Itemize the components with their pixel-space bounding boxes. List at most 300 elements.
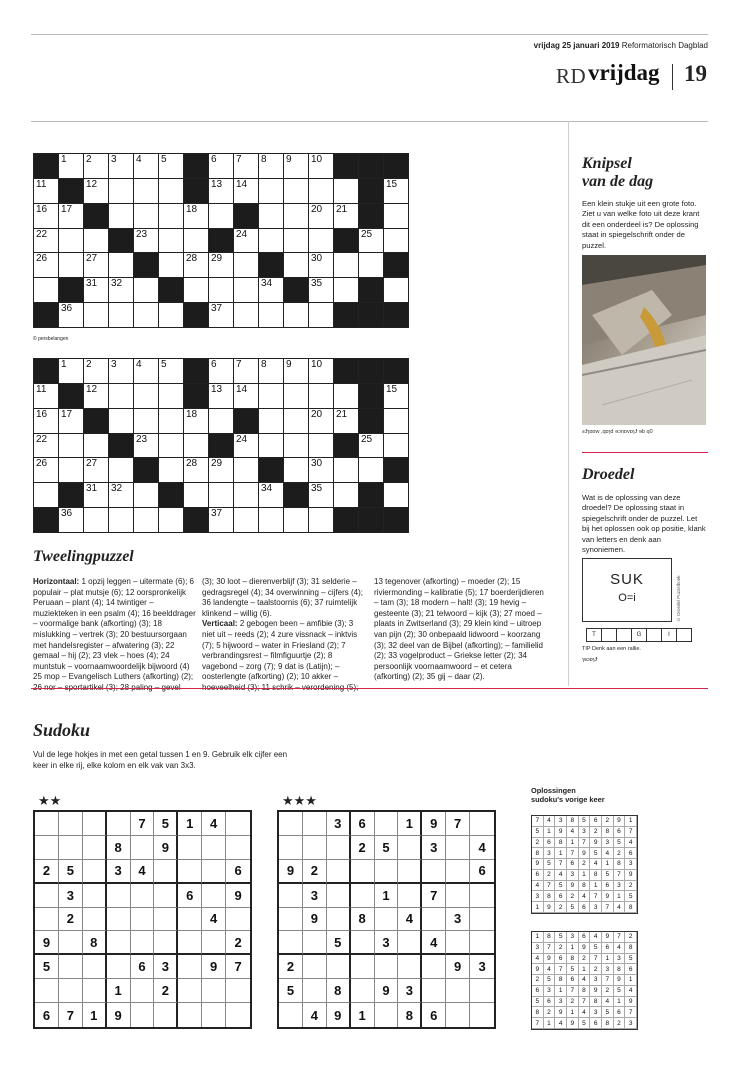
clue-number: 17 [61,408,73,420]
crossword-cell[interactable] [34,179,58,203]
solution-cell: 6 [567,859,579,870]
droedel-tip: TIP Denk aan een rallie. [582,646,641,652]
sudoku-empty-cell[interactable] [35,836,59,860]
crossword-cell[interactable] [284,154,308,178]
crossword-cell[interactable] [84,483,108,507]
crossword-cell[interactable] [259,229,283,253]
crossword-cell[interactable] [209,458,233,482]
sudoku-empty-cell[interactable] [226,908,250,932]
sudoku-empty-cell[interactable] [202,836,226,860]
sudoku-empty-cell[interactable] [351,884,375,908]
solution-cell: 2 [532,838,544,849]
solution-cell: 6 [532,870,544,881]
sudoku-empty-cell[interactable] [398,931,422,955]
crossword-cell[interactable] [109,253,133,277]
crossword-cell[interactable] [159,253,183,277]
sudoku-empty-cell[interactable] [35,812,59,836]
crossword-cell[interactable] [209,483,233,507]
crossword-cell[interactable] [359,458,383,482]
crossword-cell[interactable] [259,303,283,327]
crossword-cell[interactable] [159,458,183,482]
sudoku-empty-cell[interactable] [398,836,422,860]
crossword-cell[interactable] [384,384,408,408]
crossword-cell[interactable] [209,359,233,383]
sudoku-empty-cell[interactable] [279,1003,303,1027]
crossword-cell[interactable] [134,303,158,327]
crossword-cell[interactable] [209,508,233,532]
crossword-cell[interactable] [359,229,383,253]
sudoku-empty-cell[interactable] [202,1003,226,1027]
solution-cell: 1 [579,964,591,975]
sudoku-empty-cell[interactable] [375,908,399,932]
sudoku-given-cell: 4 [422,931,446,955]
sudoku-empty-cell[interactable] [154,1003,178,1027]
crossword-cell[interactable] [34,409,58,433]
crossword-cell[interactable] [234,278,258,302]
crossword-cell[interactable] [259,154,283,178]
crossword-cell[interactable] [334,204,358,228]
sudoku-empty-cell[interactable] [107,908,131,932]
crossword-cell[interactable] [159,303,183,327]
crossword-cell[interactable] [309,359,333,383]
droedel-letter-box[interactable] [676,628,692,642]
crossword-cell[interactable] [234,154,258,178]
sudoku-empty-cell[interactable] [422,860,446,884]
crossword-cell[interactable] [109,483,133,507]
sudoku-empty-cell[interactable] [279,908,303,932]
crossword-cell[interactable] [259,204,283,228]
crossword-cell[interactable] [159,179,183,203]
crossword-cell[interactable] [384,434,408,458]
crossword-cell[interactable] [284,253,308,277]
crossword-cell[interactable] [259,384,283,408]
sudoku-empty-cell[interactable] [422,979,446,1003]
crossword-cell[interactable] [284,229,308,253]
crossword-cell[interactable] [184,458,208,482]
sudoku-empty-cell[interactable] [398,860,422,884]
sudoku-empty-cell[interactable] [107,955,131,979]
sudoku-empty-cell[interactable] [178,931,202,955]
sudoku-empty-cell[interactable] [327,955,351,979]
sudoku-empty-cell[interactable] [83,860,107,884]
sudoku-empty-cell[interactable] [35,908,59,932]
crossword-cell[interactable] [109,303,133,327]
crossword-cell[interactable] [34,458,58,482]
sudoku-empty-cell[interactable] [59,836,83,860]
crossword-cell[interactable] [259,483,283,507]
crossword-cell[interactable] [284,434,308,458]
crossword-cell[interactable] [159,154,183,178]
crossword-cell[interactable] [384,278,408,302]
crossword-cell[interactable] [134,409,158,433]
sudoku-empty-cell[interactable] [327,908,351,932]
sudoku-empty-cell[interactable] [131,884,155,908]
crossword-cell[interactable] [234,483,258,507]
crossword-cell[interactable] [234,434,258,458]
crossword-cell[interactable] [34,434,58,458]
crossword-cell[interactable] [109,359,133,383]
crossword-cell[interactable] [84,508,108,532]
sudoku-empty-cell[interactable] [131,979,155,1003]
sudoku-given-cell: 2 [59,908,83,932]
sudoku-empty-cell[interactable] [303,931,327,955]
clue-number: 6 [211,359,217,370]
crossword-cell[interactable] [359,434,383,458]
sudoku-empty-cell[interactable] [107,931,131,955]
crossword-cell[interactable] [209,303,233,327]
sudoku-empty-cell[interactable] [83,955,107,979]
crossword-cell[interactable] [109,179,133,203]
sudoku-empty-cell[interactable] [279,836,303,860]
crossword-cell[interactable] [184,253,208,277]
droedel-letter-box[interactable] [646,628,662,642]
crossword-cell[interactable] [84,458,108,482]
crossword-cell[interactable] [234,303,258,327]
crossword-cell[interactable] [384,229,408,253]
sudoku-empty-cell[interactable] [303,812,327,836]
sudoku-empty-cell[interactable] [375,860,399,884]
sudoku-empty-cell[interactable] [154,908,178,932]
crossword-cell[interactable] [134,384,158,408]
crossword-cell[interactable] [59,204,83,228]
sudoku-empty-cell[interactable] [178,860,202,884]
sudoku-empty-cell[interactable] [375,1003,399,1027]
sudoku-empty-cell[interactable] [375,955,399,979]
crossword-cell[interactable] [84,179,108,203]
sudoku-empty-cell[interactable] [327,884,351,908]
sudoku-empty-cell[interactable] [107,884,131,908]
crossword-black-cell [384,253,408,277]
sudoku-empty-cell[interactable] [303,955,327,979]
crossword-cell[interactable] [109,278,133,302]
crossword-cell[interactable] [109,458,133,482]
crossword-cell[interactable] [334,253,358,277]
sudoku-empty-cell[interactable] [131,908,155,932]
crossword-cell[interactable] [59,508,83,532]
sudoku-empty-cell[interactable] [446,836,470,860]
crossword-cell[interactable] [234,508,258,532]
crossword-cell[interactable] [34,229,58,253]
sudoku-empty-cell[interactable] [83,979,107,1003]
crossword-cell[interactable] [209,253,233,277]
clue-number: 5 [161,154,167,165]
sudoku-empty-cell[interactable] [83,908,107,932]
crossword-cell[interactable] [34,278,58,302]
crossword-cell[interactable] [134,434,158,458]
crossword-cell[interactable] [134,278,158,302]
sudoku-given-cell: 4 [470,836,494,860]
sudoku-empty-cell[interactable] [398,884,422,908]
sudoku-empty-cell[interactable] [327,836,351,860]
dateline: vrijdag 25 januari 2019 Reformatorisch Dagblad [533,41,708,50]
crossword-cell[interactable] [59,409,83,433]
sudoku-given-cell: 2 [303,860,327,884]
sudoku-empty-cell[interactable] [226,1003,250,1027]
crossword-cell[interactable] [59,154,83,178]
sudoku-empty-cell[interactable] [59,812,83,836]
crossword-cell[interactable] [284,458,308,482]
sudoku-empty-cell[interactable] [446,1003,470,1027]
crossword-cell[interactable] [109,204,133,228]
sudoku-empty-cell[interactable] [470,979,494,1003]
crossword-cell[interactable] [134,204,158,228]
sudoku-empty-cell[interactable] [226,979,250,1003]
sudoku-empty-cell[interactable] [351,955,375,979]
sudoku-empty-cell[interactable] [154,860,178,884]
sudoku-empty-cell[interactable] [279,931,303,955]
sudoku-empty-cell[interactable] [470,931,494,955]
crossword-cell[interactable] [134,229,158,253]
crossword-cell[interactable] [209,179,233,203]
crossword-cell[interactable] [209,154,233,178]
crossword-cell[interactable] [184,229,208,253]
sudoku-empty-cell[interactable] [226,836,250,860]
crossword-black-cell [209,434,233,458]
crossword-cell[interactable] [184,278,208,302]
sudoku-empty-cell[interactable] [303,979,327,1003]
crossword-cell[interactable] [159,508,183,532]
crossword-cell[interactable] [159,409,183,433]
droedel-box [582,558,672,622]
crossword-cell[interactable] [59,253,83,277]
crossword-cell[interactable] [109,154,133,178]
crossword-cell[interactable] [159,384,183,408]
clue-number: 5 [161,359,167,370]
crossword-cell[interactable] [134,179,158,203]
droedel-letter-box[interactable]: T [586,628,602,642]
sudoku-empty-cell[interactable] [303,836,327,860]
sudoku-empty-cell[interactable] [59,955,83,979]
crossword-cell[interactable] [109,409,133,433]
crossword-cell[interactable] [184,434,208,458]
sudoku-empty-cell[interactable] [202,931,226,955]
sudoku-empty-cell[interactable] [470,812,494,836]
crossword-cell[interactable] [309,278,333,302]
sudoku-empty-cell[interactable] [279,884,303,908]
crossword-cell[interactable] [234,253,258,277]
sudoku-empty-cell[interactable] [178,955,202,979]
sudoku-given-cell: 9 [107,1003,131,1027]
crossword-black-cell [234,409,258,433]
sudoku-empty-cell[interactable] [327,860,351,884]
sudoku-empty-cell[interactable] [470,884,494,908]
sudoku-empty-cell[interactable] [83,884,107,908]
sudoku-empty-cell[interactable] [131,931,155,955]
droedel-letter-box[interactable] [616,628,632,642]
crossword-cell[interactable] [159,434,183,458]
accent-rule-right [582,452,708,453]
sudoku-empty-cell[interactable] [446,884,470,908]
solution-cell: 5 [614,838,626,849]
sudoku-empty-cell[interactable] [202,884,226,908]
sudoku-empty-cell[interactable] [154,884,178,908]
sudoku-empty-cell[interactable] [351,860,375,884]
solution-cell: 9 [590,986,602,997]
sudoku-empty-cell[interactable] [178,908,202,932]
crossword-cell[interactable] [334,179,358,203]
crossword-cell[interactable] [34,204,58,228]
crossword-cell[interactable] [234,384,258,408]
crossword-cell[interactable] [309,253,333,277]
crossword-cell[interactable] [284,384,308,408]
sudoku-empty-cell[interactable] [59,931,83,955]
crossword-cell[interactable] [59,458,83,482]
crossword-cell[interactable] [234,179,258,203]
solution-cell: 4 [590,859,602,870]
crossword-cell[interactable] [359,253,383,277]
crossword-cell[interactable] [134,154,158,178]
sudoku-empty-cell[interactable] [178,979,202,1003]
sudoku-empty-cell[interactable] [107,812,131,836]
crossword-cell[interactable] [59,303,83,327]
sudoku-empty-cell[interactable] [202,860,226,884]
sudoku-empty-cell[interactable] [446,931,470,955]
crossword-cell[interactable] [284,303,308,327]
crossword-cell[interactable] [134,508,158,532]
crossword-cell[interactable] [84,253,108,277]
crossword-cell[interactable] [309,508,333,532]
sudoku-empty-cell[interactable] [398,955,422,979]
droedel-letter-box[interactable]: I [661,628,677,642]
clue-number: 27 [86,253,98,265]
crossword-cell[interactable] [309,303,333,327]
crossword-cell[interactable] [334,458,358,482]
crossword-cell[interactable] [309,179,333,203]
crossword-cell[interactable] [309,154,333,178]
sudoku-empty-cell[interactable] [154,931,178,955]
crossword-cell[interactable] [284,508,308,532]
crossword-cell[interactable] [334,278,358,302]
crossword-cell[interactable] [134,483,158,507]
crossword-cell[interactable] [284,359,308,383]
crossword-cell[interactable] [184,204,208,228]
crossword-cell[interactable] [309,458,333,482]
crossword-cell[interactable] [84,359,108,383]
droedel-solution: ɿɘɔɒɿɈ [582,657,598,663]
solution-cell: 8 [567,954,579,965]
crossword-cell[interactable] [334,384,358,408]
crossword-cell[interactable] [209,204,233,228]
sudoku-empty-cell[interactable] [178,836,202,860]
sudoku-empty-cell[interactable] [422,955,446,979]
crossword-cell[interactable] [134,359,158,383]
crossword-cell[interactable] [84,384,108,408]
crossword-cell[interactable] [159,359,183,383]
sudoku-given-cell: 8 [83,931,107,955]
crossword-cell[interactable] [384,179,408,203]
crossword-cell[interactable] [34,483,58,507]
sudoku-empty-cell[interactable] [422,908,446,932]
crossword-cell[interactable] [184,483,208,507]
crossword-cell[interactable] [34,253,58,277]
sudoku-empty-cell[interactable] [35,979,59,1003]
crossword-cell[interactable] [84,303,108,327]
sudoku-empty-cell[interactable] [226,812,250,836]
crossword-cell[interactable] [309,409,333,433]
clue-number: 36 [61,508,73,520]
crossword-cell[interactable] [284,409,308,433]
sudoku-empty-cell[interactable] [35,884,59,908]
crossword-cell[interactable] [34,384,58,408]
sudoku-given-cell: 9 [154,836,178,860]
sudoku-empty-cell[interactable] [202,979,226,1003]
crossword-cell[interactable] [84,154,108,178]
crossword-cell[interactable] [159,229,183,253]
crossword-cell[interactable] [259,278,283,302]
clue-number: 2 [86,359,92,370]
crossword-cell[interactable] [259,434,283,458]
crossword-cell[interactable] [259,508,283,532]
droedel-letter-box[interactable] [601,628,617,642]
crossword-cell[interactable] [259,179,283,203]
clue-number: 26 [36,253,48,265]
sudoku-empty-cell[interactable] [131,1003,155,1027]
sudoku-empty-cell[interactable] [59,979,83,1003]
sudoku-empty-cell[interactable] [470,1003,494,1027]
crossword-cell[interactable] [384,204,408,228]
crossword-cell[interactable] [259,409,283,433]
crossword-cell[interactable] [209,384,233,408]
sudoku-given-cell: 7 [446,812,470,836]
crossword-cell[interactable] [59,434,83,458]
crossword-cell[interactable] [309,483,333,507]
droedel-letter-box[interactable]: G [631,628,647,642]
crossword-cell[interactable] [284,179,308,203]
crossword-cell[interactable] [234,359,258,383]
crossword-cell[interactable] [384,483,408,507]
sudoku-empty-cell[interactable] [351,931,375,955]
crossword-cell[interactable] [159,204,183,228]
crossword-cell[interactable] [184,409,208,433]
sudoku-empty-cell[interactable] [351,979,375,1003]
crossword-cell[interactable] [84,229,108,253]
crossword-cell[interactable] [84,434,108,458]
crossword-cell[interactable] [109,508,133,532]
sudoku-empty-cell[interactable] [446,860,470,884]
crossword-cell[interactable] [59,229,83,253]
sudoku-empty-cell[interactable] [131,836,155,860]
crossword-cell[interactable] [309,204,333,228]
sudoku-empty-cell[interactable] [470,908,494,932]
sudoku-empty-cell[interactable] [446,979,470,1003]
crossword-cell[interactable] [334,483,358,507]
crossword-cell[interactable] [284,204,308,228]
crossword-cell[interactable] [209,409,233,433]
crossword-cell[interactable] [309,434,333,458]
crossword-black-cell [184,384,208,408]
crossword-cell[interactable] [59,359,83,383]
top-rule [31,34,708,35]
crossword-cell[interactable] [234,458,258,482]
crossword-cell[interactable] [109,384,133,408]
sudoku-empty-cell[interactable] [279,812,303,836]
crossword-cell[interactable] [234,229,258,253]
crossword-cell[interactable] [209,278,233,302]
crossword-cell[interactable] [384,409,408,433]
crossword-cell[interactable] [334,409,358,433]
sudoku-empty-cell[interactable] [178,1003,202,1027]
solution-cell: 8 [602,827,614,838]
clue-number: 8 [261,359,267,370]
crossword-cell[interactable] [84,278,108,302]
sudoku-empty-cell[interactable] [83,836,107,860]
crossword-cell[interactable] [259,359,283,383]
solution-cell: 4 [544,964,556,975]
sudoku-empty-cell[interactable] [375,812,399,836]
sudoku-empty-cell[interactable] [83,812,107,836]
crossword-cell[interactable] [309,229,333,253]
crossword-cell[interactable] [309,384,333,408]
